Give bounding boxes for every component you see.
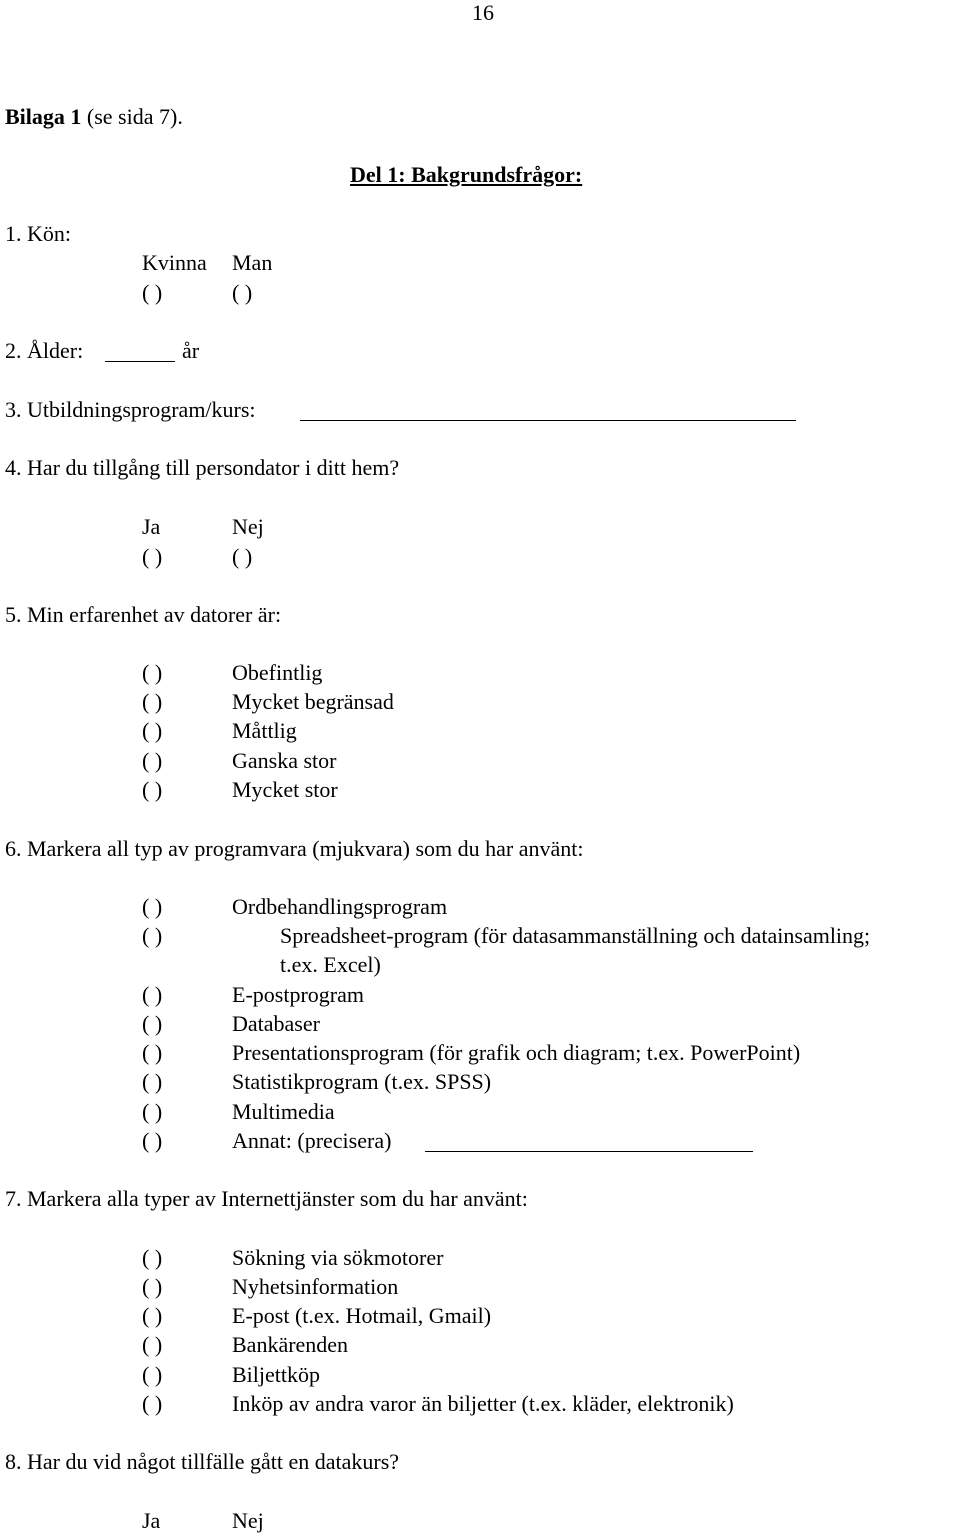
q6-option-label: E-postprogram	[232, 982, 364, 1007]
q4-option-label-ja: Ja	[142, 514, 161, 539]
q7-option-label: Biljettköp	[232, 1362, 320, 1387]
age-answer-line[interactable]	[105, 361, 175, 362]
q6-radio[interactable]: ( )	[142, 1040, 163, 1065]
appendix-ref: (se sida 7).	[86, 104, 183, 129]
question-4: 4. Har du tillgång till persondator i ditt hem?	[5, 455, 400, 480]
question-2: 2. Ålder:	[5, 338, 84, 363]
q6-option-label: Presentationsprogram (för grafik och diagram; t.ex. PowerPoint)	[232, 1040, 801, 1065]
q7-option-label: E-post (t.ex. Hotmail, Gmail)	[232, 1303, 492, 1328]
q1-radio-man[interactable]: ( )	[232, 280, 253, 305]
q6-option-label: Annat: (precisera)	[232, 1128, 392, 1153]
q8-option-label-nej: Nej	[232, 1508, 264, 1533]
q7-radio[interactable]: ( )	[142, 1303, 163, 1328]
q5-option-label: Måttlig	[232, 718, 297, 743]
q6-radio[interactable]: ( )	[142, 1011, 163, 1036]
q6-radio[interactable]: ( )	[142, 982, 163, 1007]
q7-option-label: Sökning via sökmotorer	[232, 1245, 444, 1270]
q5-radio[interactable]: ( )	[142, 718, 163, 743]
q6-radio[interactable]: ( )	[142, 1128, 163, 1153]
age-unit: år	[182, 338, 200, 363]
q6-option-label: Ordbehandlingsprogram	[232, 894, 448, 919]
q7-radio[interactable]: ( )	[142, 1245, 163, 1270]
q5-option-label: Mycket stor	[232, 777, 338, 802]
q7-radio[interactable]: ( )	[142, 1274, 163, 1299]
appendix-heading	[5, 104, 183, 130]
question-3: 3. Utbildningsprogram/kurs:	[5, 397, 256, 422]
q6-radio[interactable]: ( )	[142, 894, 163, 919]
q1-option-label-man: Man	[232, 250, 273, 275]
q5-radio[interactable]: ( )	[142, 777, 163, 802]
q5-radio[interactable]: ( )	[142, 660, 163, 685]
q5-option-label: Obefintlig	[232, 660, 323, 685]
q6-option-label: Statistikprogram (t.ex. SPSS)	[232, 1069, 492, 1094]
q6-radio[interactable]: ( )	[142, 1069, 163, 1094]
question-1: 1. Kön:	[5, 221, 71, 246]
question-8: 8. Har du vid något tillfälle gått en datakurs?	[5, 1449, 400, 1474]
q7-radio[interactable]: ( )	[142, 1332, 163, 1357]
q7-option-label: Bankärenden	[232, 1332, 349, 1357]
q6-radio[interactable]: ( )	[142, 1099, 163, 1124]
q6-radio[interactable]: ( )	[142, 923, 163, 948]
appendix-title: Bilaga 1	[5, 104, 82, 129]
q1-radio-kvinna[interactable]: ( )	[142, 280, 163, 305]
program-answer-line[interactable]	[300, 420, 796, 421]
q5-option-label: Mycket begränsad	[232, 689, 394, 714]
q4-radio-nej[interactable]: ( )	[232, 544, 253, 569]
q6-option-label: Multimedia	[232, 1099, 335, 1124]
q4-option-label-nej: Nej	[232, 514, 264, 539]
q5-radio[interactable]: ( )	[142, 748, 163, 773]
question-7: 7. Markera alla typer av Internettjänster som du har använt:	[5, 1186, 528, 1211]
q6-option-label: Databaser	[232, 1011, 320, 1036]
question-6: 6. Markera all typ av programvara (mjukvara) som du har använt:	[5, 836, 584, 861]
q6-option-label-continuation: t.ex. Excel)	[280, 952, 381, 977]
q7-radio[interactable]: ( )	[142, 1391, 163, 1416]
q7-option-label: Inköp av andra varor än biljetter (t.ex. kläder, elektronik)	[232, 1391, 734, 1416]
q1-option-label-kvinna: Kvinna	[142, 250, 207, 275]
section-title: Del 1: Bakgrundsfrågor:	[350, 162, 583, 187]
q8-option-label-ja: Ja	[142, 1508, 161, 1533]
page-number: 16	[472, 0, 494, 25]
q6-option-label: Spreadsheet-program (för datasammanställning och datainsamling;	[280, 923, 871, 948]
q4-radio-ja[interactable]: ( )	[142, 544, 163, 569]
other-software-answer-line[interactable]	[425, 1151, 753, 1152]
q7-option-label: Nyhetsinformation	[232, 1274, 399, 1299]
q5-radio[interactable]: ( )	[142, 689, 163, 714]
question-5: 5. Min erfarenhet av datorer är:	[5, 602, 282, 627]
q7-radio[interactable]: ( )	[142, 1362, 163, 1387]
q5-option-label: Ganska stor	[232, 748, 337, 773]
